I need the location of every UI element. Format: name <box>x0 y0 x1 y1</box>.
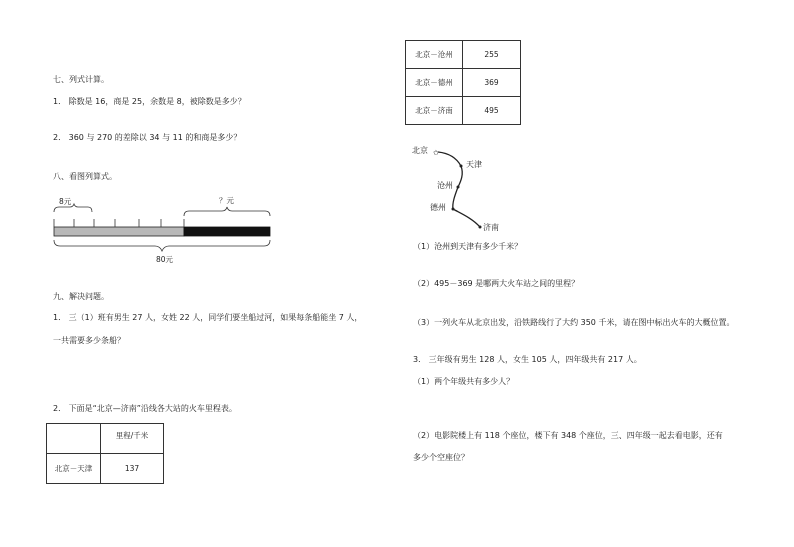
question-3: 3． 三年级有男生 128 人，女生 105 人，四年级共有 217 人。 <box>413 355 642 364</box>
brace-right <box>184 207 270 216</box>
dezhou-dot <box>452 208 455 211</box>
mileage-table-right <box>405 40 521 125</box>
question-2-3: （3）一列火车从北京出发，沿铁路线行了大约 350 千米，请在图中标出火车的大概位置。 <box>413 318 735 327</box>
question-9-1-line1: 1． 三（1）班有男生 27 人，女姓 22 人，同学们要坐船过河，如果每条船能坐 7 人， <box>53 313 363 322</box>
question-3-2-line1: （2）电影院楼上有 118 个座位，楼下有 348 个座位，三、四年级一起去看电影，还有 <box>413 431 723 440</box>
question-2-2: （2）495－369 是哪两大火车站之间的里程？ <box>413 279 580 288</box>
mileage-table-left <box>46 423 164 484</box>
km-cell: 255 <box>463 41 521 69</box>
km-cell: 495 <box>463 97 521 125</box>
station-cell: 北京－德州 <box>406 69 463 97</box>
cangzhou-dot <box>457 186 460 189</box>
section7-heading: 七、列式计算。 <box>53 75 109 84</box>
label-unknown-yuan: ？元 <box>219 196 234 205</box>
km-cell: 137 <box>101 454 164 484</box>
table-corner-cell <box>47 424 101 454</box>
station-cell: 北京－天津 <box>47 454 101 484</box>
label-8yuan: 8元 <box>59 197 72 206</box>
map-label-tianjin: 天津 <box>466 160 482 169</box>
question-9-2: 2． 下面是“北京—济南”沿线各大站的火车里程表。 <box>53 404 237 413</box>
table-row <box>47 454 164 484</box>
map-label-cangzhou: 沧州 <box>437 181 453 190</box>
table-row <box>406 69 521 97</box>
map-label-beijing: 北京 <box>412 146 428 155</box>
question-9-1-line2: 一共需要多少条船？ <box>53 336 125 345</box>
beijing-star-icon: ✩ <box>433 149 439 157</box>
map-label-dezhou: 德州 <box>430 203 446 212</box>
question-7-2: 2． 360 与 270 的差除以 34 与 11 的和商是多少？ <box>53 133 242 142</box>
bar-black-part <box>184 227 270 236</box>
question-7-1: 1． 除数是 16，商是 25，余数是 8，被除数是多少？ <box>53 97 246 106</box>
question-3-2-line2: 多少个空座位？ <box>413 453 469 462</box>
table-row <box>406 41 521 69</box>
bar-ticks <box>54 219 184 227</box>
table-header-mileage: 里程/千米 <box>101 424 164 454</box>
question-2-1: （1）沧州到天津有多少千米？ <box>413 242 523 251</box>
km-cell: 369 <box>463 69 521 97</box>
question-3-1: （1）两个年级共有多少人？ <box>413 377 515 386</box>
table-row <box>406 97 521 125</box>
jinan-dot <box>479 226 482 229</box>
section9-heading: 九、解决问题。 <box>53 292 109 301</box>
brace-bottom <box>54 240 270 251</box>
station-cell: 北京－沧州 <box>406 41 463 69</box>
label-80yuan: 80元 <box>156 255 174 264</box>
section8-heading: 八、看图列算式。 <box>53 172 117 181</box>
tianjin-dot <box>460 165 463 168</box>
map-label-jinan: 济南 <box>483 223 499 232</box>
bar-gray-part <box>54 227 184 236</box>
station-cell: 北京－济南 <box>406 97 463 125</box>
